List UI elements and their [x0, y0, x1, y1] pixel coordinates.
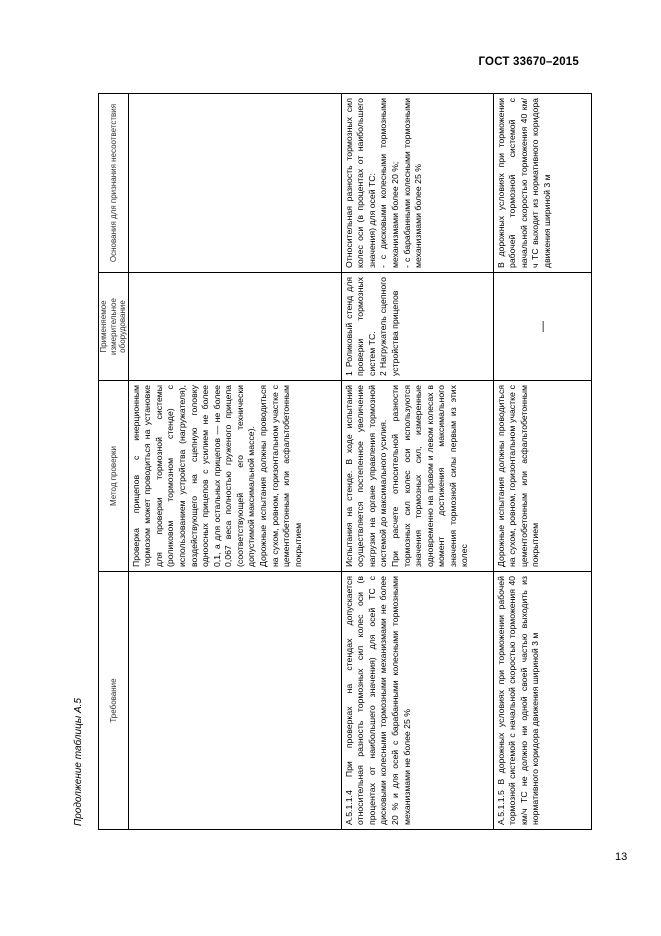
- table-caption: Продолжение таблицы А.5: [73, 698, 84, 826]
- cell-requirement: А.5.1.1.4 При проверках на стендах допускается относительная разность тормозных сил колес оси (в процентах от наибольшего значения) для осей ТС с дисковыми колесными тормозными механизмами не более 20 % и для осей с барабанными колесными тормозными механизмами не более 25 %: [341, 572, 493, 830]
- method-paragraph: Испытания на стенде. В ходе испытаний осуществляется постепенное увеличение нагрузки на органе управления тормозной системой до максимального усилия.: [343, 385, 389, 567]
- rotated-table-area: [72, 94, 589, 830]
- page-number: 13: [615, 851, 628, 863]
- cell-method: [341, 381, 493, 572]
- grounds-paragraph: - с барабанными колесными тормозными механизмами более 25 %: [401, 98, 424, 268]
- cell-equipment: [493, 273, 591, 381]
- cell-grounds: [493, 94, 591, 273]
- col-header-equipment: Применяемое измерительное оборудование: [99, 273, 129, 381]
- grounds-paragraph: Относительная разность тормозных сил колес оси (в процентах от наибольшего значения) для осей ТС:: [343, 98, 377, 268]
- method-paragraph: Проверка прицепов с инерционным тормозом может проводиться на установке для проверки тормозной системы (роликовом тормозном стенде) с использованием устройства (нагружателя), воздействующего на сцепную головку одноосных прицепов с усилием не более 0,1, а для остальных прицепов — не более 0,067 веса полностью груженого прицепа (соответствующей его технически допустимой максимальной массе).: [130, 385, 257, 567]
- table-row: [493, 94, 591, 830]
- cell-requirement: А.5.1.1.5 В дорожных условиях при торможении рабочей тормозной системой с начальной скоростью торможения 40 км/ч ТС не должно ни одной своей частью выходить из нормативного коридора движения шириной 3 м: [493, 572, 591, 830]
- landscape-content: [72, 94, 589, 830]
- table-row: [341, 94, 493, 830]
- cell-requirement: [128, 572, 341, 830]
- table-row: [128, 94, 341, 830]
- grounds-paragraph: - с дисковыми колесными тормозными механизмами более 20 %;: [378, 98, 401, 268]
- cell-equipment: [341, 273, 493, 381]
- cell-method: [128, 381, 341, 572]
- col-header-method: Метод проверки: [99, 381, 129, 572]
- cell-grounds: [128, 94, 341, 273]
- method-paragraph: Дорожные испытания должны проводиться на сухом, ровном, горизонтальном участке с цементобетонным или асфальтобетонным покрытием: [257, 385, 303, 567]
- requirements-table: [98, 93, 592, 830]
- method-paragraph: Дорожные испытания должны проводиться на сухом, ровном, горизонтальном участке с цементобетонным или асфальтобетонным покрытием: [495, 385, 541, 567]
- col-header-grounds: Основания для признания несоответствия: [99, 94, 129, 273]
- equipment-item: 1 Роликовый стенд для проверки тормозных систем ТС.: [343, 277, 377, 376]
- table-header-row: [99, 94, 129, 830]
- col-header-requirement: Требование: [99, 572, 129, 830]
- cell-grounds: [341, 94, 493, 273]
- cell-equipment: [128, 273, 341, 381]
- cell-method: [493, 381, 591, 572]
- standard-code: ГОСТ 33670–2015: [478, 56, 579, 68]
- empty-dash: —: [536, 321, 549, 332]
- equipment-item: 2 Нагружатель сцепного устройства прицепов: [378, 277, 401, 376]
- grounds-paragraph: В дорожных условиях при торможении рабочей тормозной системой с начальной скоростью торможения 40 км/ч ТС выходит из нормативного коридора движения шириной 3 м: [495, 98, 553, 268]
- method-paragraph: При расчете относительной разности тормозных сил колес оси используются значения тормозных сил, измеренные одновременно на правом и левом колесах в момент достижения максимального значения тормозной силы первым из этих колес: [390, 385, 470, 567]
